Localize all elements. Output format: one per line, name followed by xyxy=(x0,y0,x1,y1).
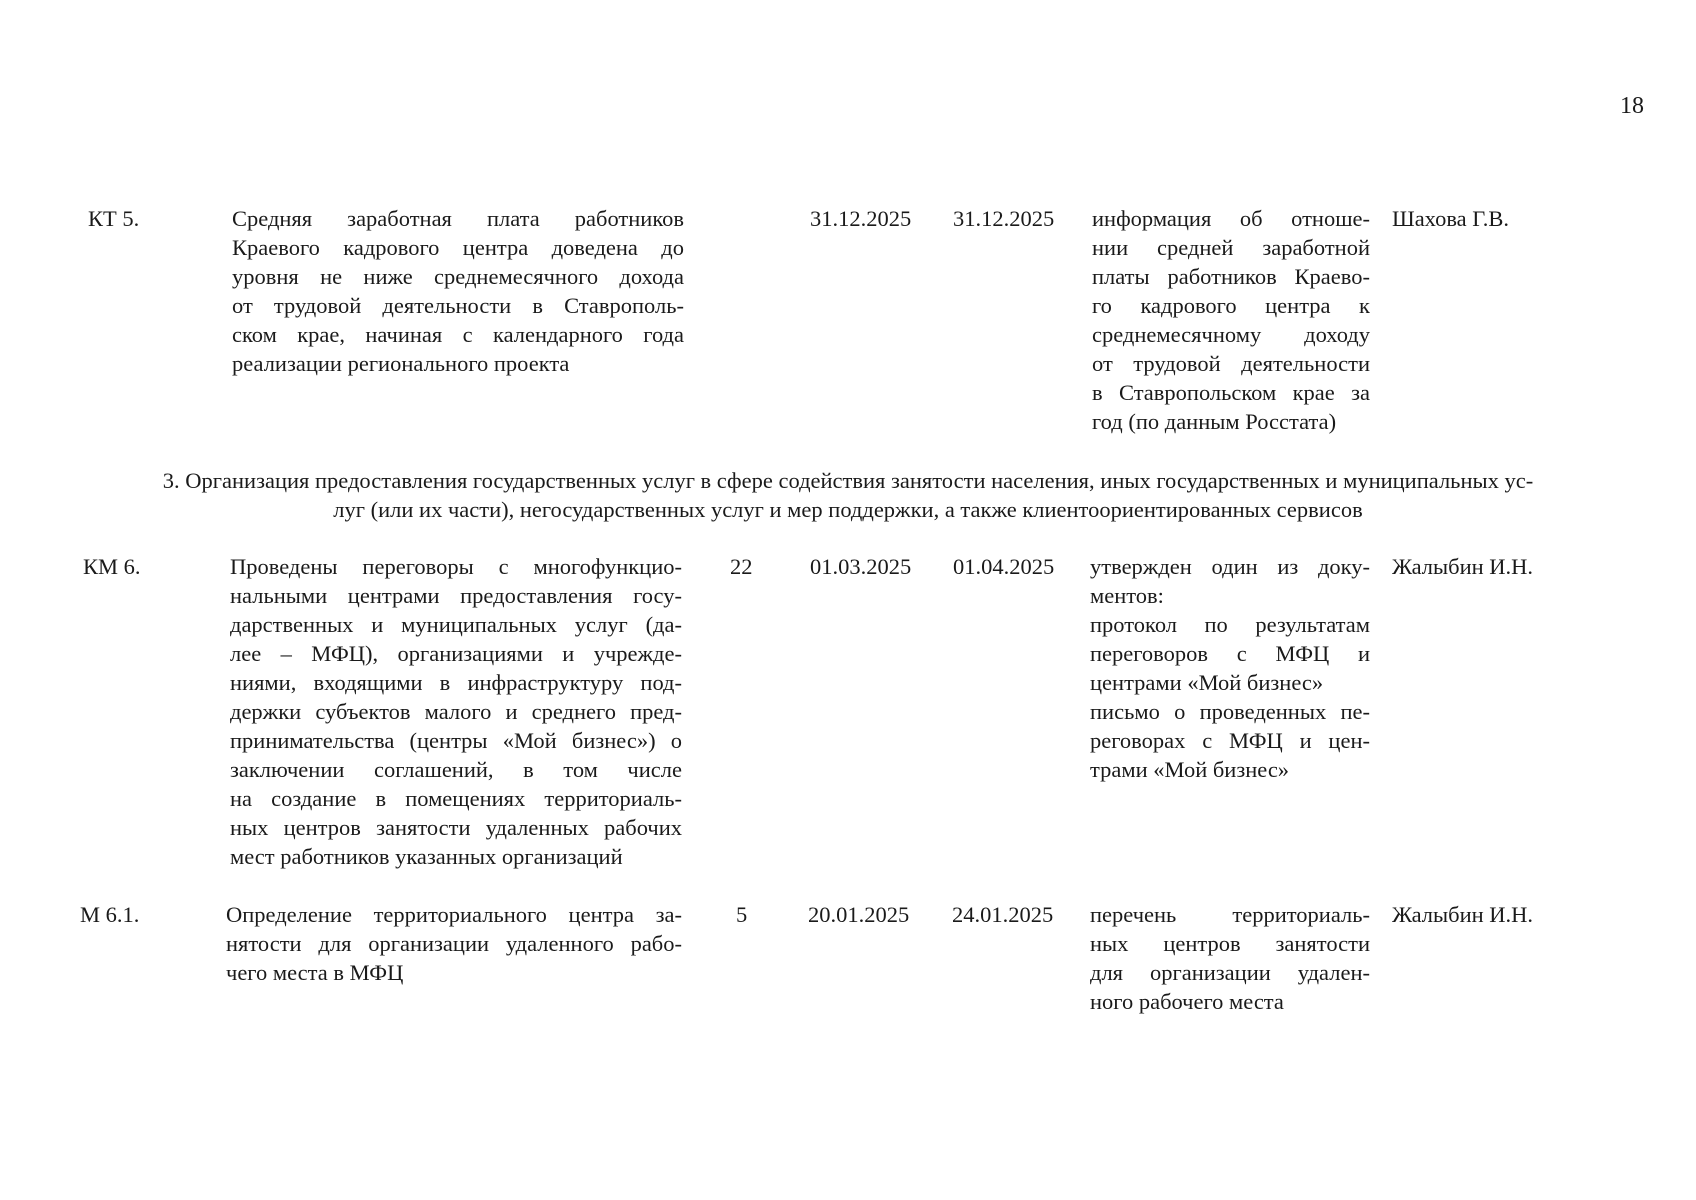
text-line: трами «Мой бизнес» xyxy=(1090,757,1290,782)
row-responsible: Жалыбин И.Н. xyxy=(1392,902,1534,927)
row-duration: 5 xyxy=(736,902,748,927)
text-line: реговорах с МФЦ и цен- xyxy=(1090,728,1370,753)
text-line: в Ставропольском крае за xyxy=(1092,380,1370,405)
row-result-text xyxy=(230,552,682,871)
text-line: центрами «Мой бизнес» xyxy=(1090,670,1324,695)
text-line: реализации регионального проекта xyxy=(232,351,570,376)
text-line: уровня не ниже среднемесячного дохода xyxy=(232,264,684,289)
text-line: лее – МФЦ), организациями и учрежде- xyxy=(230,641,682,666)
text-line: ных центров занятости xyxy=(1090,931,1370,956)
row-end-date: 24.01.2025 xyxy=(952,902,1054,927)
text-line: чего места в МФЦ xyxy=(226,960,404,985)
text-line: утвержден один из доку- xyxy=(1090,554,1370,579)
section-heading-line: луг (или их части), негосударственных услуг и мер поддержки, а также клиентоориентированных сервисов xyxy=(333,497,1363,522)
row-document-text xyxy=(1090,900,1370,1016)
text-line: на создание в помещениях территориаль- xyxy=(230,786,682,811)
text-line: среднемесячному доходу xyxy=(1092,322,1370,347)
text-line: Определение территориального центра за- xyxy=(226,902,682,927)
text-line: заключении соглашений, в том числе xyxy=(230,757,682,782)
text-line: нальными центрами предоставления госу- xyxy=(230,583,682,608)
row-result-text xyxy=(226,900,682,987)
text-line: принимательства (центры «Мой бизнес») о xyxy=(230,728,682,753)
row-duration: 22 xyxy=(730,554,753,579)
row-code: М 6.1. xyxy=(80,902,140,927)
text-line: от трудовой деятельности xyxy=(1092,351,1370,376)
text-line: платы работников Краево- xyxy=(1092,264,1370,289)
row-responsible: Жалыбин И.Н. xyxy=(1392,554,1534,579)
text-line: нятости для организации удаленного рабо- xyxy=(226,931,682,956)
text-line: Проведены переговоры с многофункцио- xyxy=(230,554,682,579)
text-line: ных центров занятости удаленных рабочих xyxy=(230,815,682,840)
text-line: протокол по результатам xyxy=(1090,612,1370,637)
text-line: год (по данным Росстата) xyxy=(1092,409,1337,434)
text-line: ного рабочего места xyxy=(1090,989,1284,1014)
row-document-text xyxy=(1090,552,1370,784)
row-end-date: 01.04.2025 xyxy=(953,554,1055,579)
text-line: ниями, входящими в инфраструктуру под- xyxy=(230,670,682,695)
text-line: дарственных и муниципальных услуг (да- xyxy=(230,612,682,637)
row-code: КМ 6. xyxy=(83,554,141,579)
row-document-text xyxy=(1092,204,1370,436)
text-line: нии средней заработной xyxy=(1092,235,1370,260)
section-heading xyxy=(88,466,1608,524)
text-line: от трудовой деятельности в Ставрополь- xyxy=(232,293,684,318)
text-line: для организации удален- xyxy=(1090,960,1370,985)
row-end-date: 31.12.2025 xyxy=(953,206,1055,231)
text-line: ском крае, начиная с календарного года xyxy=(232,322,684,347)
row-start-date: 01.03.2025 xyxy=(810,554,912,579)
text-line: письмо о проведенных пе- xyxy=(1090,699,1370,724)
text-line: информация об отноше- xyxy=(1092,206,1370,231)
text-line: мест работников указанных организаций xyxy=(230,844,623,869)
text-line: ментов: xyxy=(1090,583,1164,608)
row-start-date: 31.12.2025 xyxy=(810,206,912,231)
row-responsible: Шахова Г.В. xyxy=(1392,206,1509,231)
row-code: КТ 5. xyxy=(88,206,140,231)
text-line: держки субъектов малого и среднего пред- xyxy=(230,699,682,724)
text-line: Краевого кадрового центра доведена до xyxy=(232,235,684,260)
section-heading-line: 3. Организация предоставления государственных услуг в сфере содействия занятости населения, иных государственных и муниципальных ус- xyxy=(162,468,1534,493)
page-number: 18 xyxy=(1620,93,1644,119)
text-line: перечень территориаль- xyxy=(1090,902,1370,927)
text-line: переговоров с МФЦ и xyxy=(1090,641,1370,666)
row-result-text xyxy=(232,204,684,378)
text-line: го кадрового центра к xyxy=(1092,293,1370,318)
row-start-date: 20.01.2025 xyxy=(808,902,910,927)
text-line: Средняя заработная плата работников xyxy=(232,206,684,231)
